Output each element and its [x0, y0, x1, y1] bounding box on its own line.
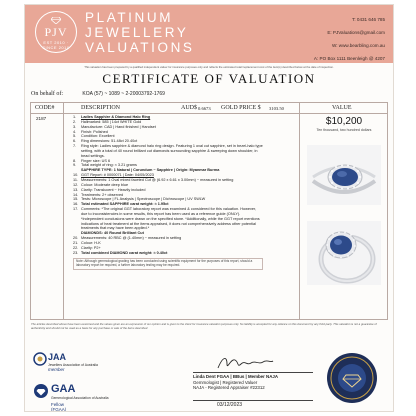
description-line: [73, 144, 263, 159]
line-number: 20.: [73, 236, 79, 241]
line-number: 23.: [73, 250, 79, 255]
line-text: Total estimated SAPPHIRE carat weight: ≈ 1.95ct: [81, 202, 169, 207]
gaa-fellow: Fellow (FGAA): [51, 402, 67, 412]
line-number: 21.: [73, 240, 79, 245]
signer-name: Linda Dent FGAA | BBus | Member NAJA: [193, 374, 278, 379]
line-number: 13.: [73, 187, 79, 192]
valuation-date: 03/12/2023: [217, 402, 243, 408]
line-text: GGT Report: # 0000071 | Date: 04/05/2023: [81, 173, 154, 178]
gaa-logo-icon: [33, 383, 49, 399]
line-text: Total weight of ring: ≈ 3.21 grams: [81, 163, 137, 168]
description-line: [73, 207, 263, 231]
line-text: Clarity: Translucent ~ Heavily included: [81, 187, 146, 192]
contact-details: [314, 13, 385, 65]
brand-line-2: JEWELLERY: [85, 25, 189, 40]
gaa-name: GAA: [51, 383, 76, 395]
line-number: 17.: [73, 207, 79, 212]
signature-line: [193, 372, 313, 373]
contact-email[interactable]: E: PJValuations@gmail.com: [327, 30, 385, 35]
brand-line-3: VALUATIONS: [85, 40, 195, 55]
line-number: 10.: [73, 173, 79, 178]
line-text: Condition: Excellent: [81, 134, 115, 139]
line-text: Ring style: Ladies sapphire & diamond halo ring design. Featuring 1 oval cut sapphire, set in bezel-halo type setting, with a total of 40 round brilliant cut diamonds surrounding sapphire & sweeping down shoulder, in bead settings.: [81, 144, 263, 158]
line-number: 3.: [73, 124, 77, 129]
line-number: 16.: [73, 202, 79, 207]
value-cell: [302, 116, 386, 132]
line-text: Comments: *The original GGT laboratory report was examined & considered for this valuation. However, due to inconsistencies in some results, this report has been used as a reference guide (ONLY). *Independent conclusions were drawn on the specified stone. *Additionally, while the GGT report mentions indications of heat treatment at the items appraised, it does not comprehensively address other potential treatments that may have been applied.*: [81, 207, 260, 231]
contact-website[interactable]: W: www.bearbling.com.au: [331, 43, 385, 48]
line-text: Total combined DIAMOND carat weight: ≈ 0.40ct: [81, 250, 168, 255]
line-number: 8.: [73, 158, 77, 163]
header-value: VALUE: [332, 104, 352, 111]
line-text: Colour: H-K: [81, 240, 101, 245]
brand-line-1: PLATINUM: [85, 10, 174, 25]
line-number: 2.: [73, 119, 77, 124]
line-number: 11.: [73, 177, 78, 182]
line-text: Ring dimensions: 51.48ct 20.40ct: [81, 139, 138, 144]
line-text: Clarity: P2+: [81, 245, 101, 250]
intro-text: This valuation has been prepared by a qualified independent valuer for insurance purposes only and reflects the estimated retail replacement cost of the item(s) described below at the date of inspection.: [84, 65, 334, 69]
line-number: 9.: [73, 163, 77, 168]
gaa-subtitle: Gemmological Association of Australia: [51, 396, 109, 400]
line-number: 6.: [73, 139, 77, 144]
sapphire-stone: [332, 168, 358, 186]
certificate-page: [24, 4, 394, 412]
line-number: 5.: [73, 134, 77, 139]
valuation-table: [30, 102, 388, 320]
line-text: Manufacture: CAD | Hand finished | Handset: [81, 124, 156, 129]
jaa-name: JAA: [48, 352, 67, 362]
line-number: 22.: [73, 245, 79, 250]
value-in-words: Ten thousand, two hundred dollars: [316, 128, 372, 132]
table-header: [31, 103, 387, 114]
contact-address: A: PO Box 1111 Beenleigh @ 4207: [313, 56, 385, 61]
jaa-member: member: [48, 367, 65, 372]
signer-naja: NAJA - Registered Appraiser #22312: [193, 385, 265, 391]
line-text: Hallmarked: 585 | 14ct WHITE Gold: [81, 119, 142, 124]
ring-photo-front: [307, 145, 381, 205]
item-code: 2187: [36, 116, 47, 121]
diamond-icon: [51, 17, 61, 24]
description-line: [73, 251, 263, 256]
line-text: DIAMONDS: 40 Round Brilliant Cut: [81, 231, 144, 236]
line-number: 1.: [73, 115, 77, 119]
sapphire-stone: [330, 236, 352, 255]
disclaimer-text: The articles described above have been examined and the values given are an expression of our opinion and is given to the client for insurance valuation purposes only. No liability is accepted for any reliance on this document by any third party. This valuation is not a guarantee of authenticity and should not be used as a basis for any purchase or sale of the items described.: [31, 322, 377, 330]
header-code: CODE#: [35, 104, 55, 111]
line-text: SAPPHIRE TYPE: 1 Natural | Corundum ~ Sapphire | Origin: Myanmar Burma: [81, 168, 220, 173]
brand-name: [85, 10, 195, 55]
line-text: Finish: Polished: [81, 129, 108, 134]
certificate-title: CERTIFICATE OF VALUATION: [102, 71, 316, 86]
item-description: [73, 115, 263, 270]
date-line: [193, 400, 313, 401]
ring-photo-top: [307, 221, 381, 285]
line-text: Tests: Microscope | FL Analysis | Spectroscope | Dichroscope | UV SWLW: [81, 197, 206, 202]
on-behalf-label: On behalf of:: [31, 91, 63, 97]
signer-block: [193, 374, 278, 391]
line-text: Treatments: 2+ observed: [81, 192, 124, 197]
jaa-subtitle: Jewellers Association of Australia: [48, 363, 98, 367]
header-aud-rate: 0.6673: [198, 105, 211, 111]
line-text: Measurements: 1 Oval mixed faceted Cut @ (6.92 x 6.61 x 3.00mm) ~ measured in setting: [81, 177, 234, 182]
column-divider: [63, 103, 64, 319]
column-divider: [299, 103, 300, 319]
line-number: 15.: [73, 197, 79, 202]
signer-role: Gemmologist | Registered Valuer: [193, 379, 258, 385]
line-text: Finger size: US 6: [81, 158, 111, 163]
line-text: Colour: Moderate deep blue: [81, 182, 129, 187]
logo-monogram: PJV: [44, 25, 68, 39]
on-behalf-line: [31, 91, 165, 97]
header-gold: GOLD PRICE $: [221, 104, 261, 111]
line-number: 12.: [73, 182, 79, 187]
line-text: Ladies Sapphire & Diamond Halo Ring: [81, 115, 151, 119]
header-gold-value: 3103.50: [269, 105, 284, 111]
line-text: Measurements: 40 RBC @ (1.40mm) ~ measured in setting: [81, 236, 182, 241]
line-number: 14.: [73, 192, 79, 197]
jaa-logo-icon: [33, 352, 47, 366]
lab-note: Note: Although gemmological grading has been conducted using scientific equipment for the purposes of this report, should a laboratory report be required, a further laboratory testing may be required.: [73, 258, 263, 270]
reference-number: KOA (57) ~ 1089 ~ 2-20003792-1769: [82, 91, 165, 97]
contact-phone[interactable]: T: 0431 646 785: [352, 17, 385, 22]
valuation-seal: [325, 351, 379, 405]
header-banner: [25, 5, 393, 63]
line-number: 7.: [73, 144, 77, 149]
header-aud: AUD$: [181, 104, 197, 111]
line-number: 4.: [73, 129, 77, 134]
pjv-logo: [35, 11, 77, 53]
logo-established: EST 2010 · SINCE 2010: [42, 40, 70, 50]
header-description: DESCRIPTION: [81, 104, 121, 111]
signature-image: [215, 354, 275, 372]
value-amount: $10,200: [325, 116, 363, 127]
